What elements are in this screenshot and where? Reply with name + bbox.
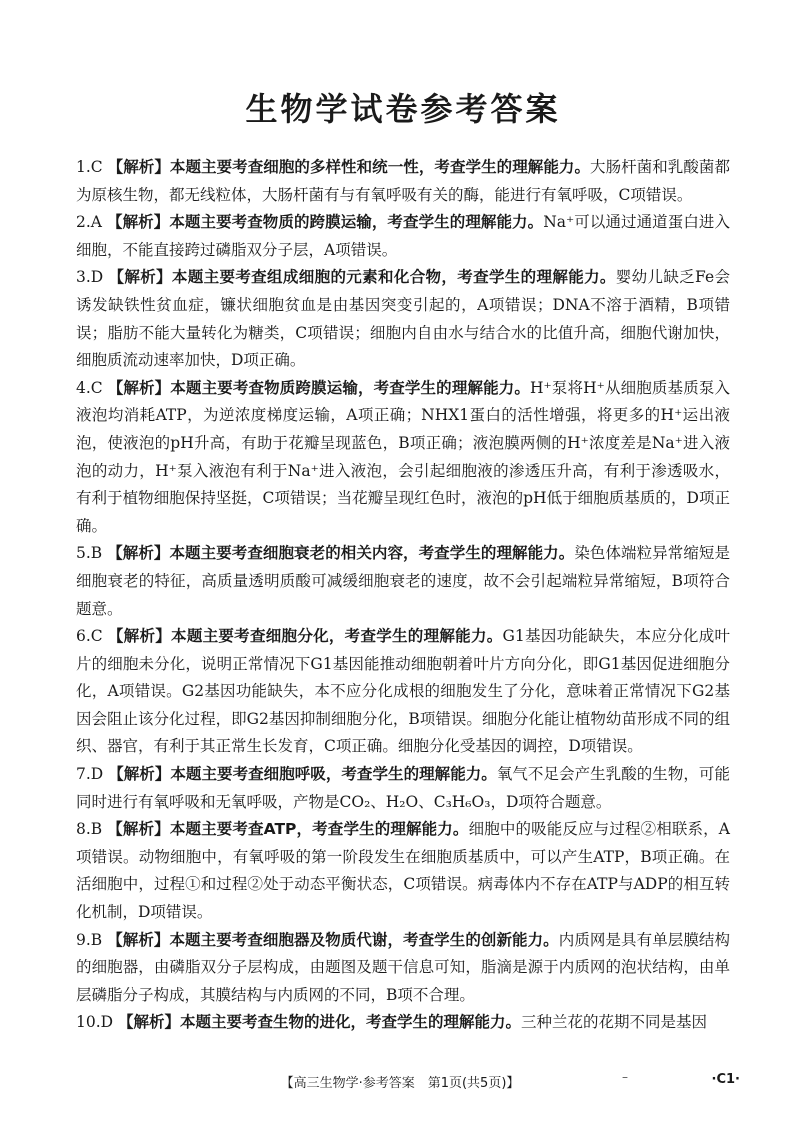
answer-item [76, 927, 730, 1010]
analysis-tag: 【解析】 [107, 544, 170, 563]
analysis-body: 氧气不足会产生乳酸的生物，可能同时进行有氧呼吸和无氧呼吸，产物是CO₂、H₂O、C₃H₆O₃，D项符合题意。 [76, 765, 730, 811]
analysis-lead: 本题主要考查组成细胞的元素和化合物，考查学生的理解能力。 [171, 268, 616, 287]
answer-item [76, 375, 730, 541]
answer-item [76, 540, 730, 623]
answer-number: 7.D [76, 765, 104, 784]
analysis-body: 细胞中的吸能反应与过程②相联系，A项错误。动物细胞中，有氧呼吸的第一阶段发生在细胞质基质中，可以产生ATP，B项正确。在活细胞中，过程①和过程②处于动态平衡状态，C项错误。病毒体内不存在ATP与ADP的相互转化机制，D项错误。 [76, 820, 730, 922]
answer-number: 4.C [76, 378, 103, 397]
page-footer [0, 1072, 800, 1096]
answer-number: 10.D [76, 1013, 114, 1032]
analysis-lead: 本题主要考查ATP，考查学生的理解能力。 [169, 820, 469, 839]
analysis-lead: 本题主要考查生物的进化，考查学生的理解能力。 [180, 1013, 522, 1032]
analysis-body: 三种兰花的花期不同是基因 [521, 1013, 708, 1032]
answer-number: 3.D [76, 268, 104, 287]
analysis-body: 染色体端粒异常缩短是细胞衰老的特征，高质量透明质酸可减缓细胞衰老的速度，故不会引起端粒异常缩短，B项符合题意。 [76, 544, 730, 618]
analysis-lead: 本题主要考查细胞的多样性和统一性，考查学生的理解能力。 [169, 158, 591, 176]
analysis-body: H⁺泵将H⁺从细胞质基质泵入液泡均消耗ATP，为逆浓度梯度运输，A项正确；NHX1蛋白的活性增强，将更多的H⁺运出液泡，使液泡的pH升高，有助于花瓣呈现蓝色，B项正确；液泡膜两侧的H⁺浓度差是Na⁺进入液泡的动力，H⁺泵入液泡有利于Na⁺进入液泡，会引起细胞液的渗透压升高，有利于渗透吸水，有利于植物细胞保持坚挺，C项错误；当花瓣呈现红色时，液泡的pH低于细胞质基质的，D项正确。 [76, 378, 730, 535]
footer-mark: – [622, 1070, 628, 1084]
footer-page-info: 【高三生物学·参考答案 第1页(共5页)】 [280, 1076, 520, 1091]
answer-item [76, 154, 730, 209]
analysis-lead: 本题主要考查细胞呼吸，考查学生的理解能力。 [170, 765, 497, 784]
analysis-body: 大肠杆菌和乳酸菌都为原核生物，都无线粒体，大肠杆菌有与有氧呼吸有关的酶，能进行有氧呼吸，C项错误。 [76, 158, 730, 204]
analysis-tag: 【解析】 [118, 1013, 181, 1032]
answer-item [76, 209, 730, 264]
answer-number: 5.B [76, 544, 103, 563]
analysis-tag: 【解析】 [107, 158, 170, 176]
page-title: 生物学试卷参考答案 [245, 90, 561, 128]
answer-number: 2.A [76, 213, 102, 232]
footer-code: ·C1· [711, 1072, 740, 1087]
answer-number: 6.C [76, 627, 103, 646]
analysis-lead: 本题主要考查细胞衰老的相关内容，考查学生的理解能力。 [169, 544, 575, 563]
analysis-tag: 【解析】 [107, 930, 170, 949]
answer-item [76, 816, 730, 926]
analysis-tag: 【解析】 [108, 268, 172, 287]
analysis-lead: 本题主要考查物质跨膜运输，考查学生的理解能力。 [170, 378, 531, 397]
analysis-lead: 本题主要考查物质的跨膜运输，考查学生的理解能力。 [169, 213, 544, 232]
analysis-lead: 本题主要考查细胞分化，考查学生的理解能力。 [171, 627, 503, 646]
answer-number: 8.B [76, 820, 103, 839]
analysis-tag: 【解析】 [107, 820, 170, 839]
answer-item [76, 1009, 730, 1037]
answer-number: 1.C [76, 158, 103, 176]
answer-number: 9.B [76, 930, 103, 949]
analysis-tag: 【解析】 [107, 627, 172, 646]
answer-item [76, 264, 730, 374]
analysis-body: Na⁺可以通过通道蛋白进入细胞，不能直接跨过磷脂双分子层，A项错误。 [76, 213, 730, 259]
analysis-tag: 【解析】 [108, 765, 171, 784]
analysis-lead: 本题主要考查细胞器及物质代谢，考查学生的创新能力。 [169, 930, 559, 949]
analysis-tag: 【解析】 [107, 378, 171, 397]
analysis-tag: 【解析】 [107, 213, 170, 232]
analysis-body: 内质网是具有单层膜结构的细胞器，由磷脂双分子层构成，由题图及题干信息可知，脂滴是源于内质网的泡状结构，由单层磷脂分子构成，其膜结构与内质网的不同，B项不合理。 [76, 930, 730, 1004]
answer-item [76, 623, 730, 761]
answer-list [76, 154, 730, 1037]
analysis-body: G1基因功能缺失，本应分化成叶片的细胞未分化，说明正常情况下G1基因能推动细胞朝着叶片方向分化，即G1基因促进细胞分化，A项错误。G2基因功能缺失，本不应分化成根的细胞发生了分化，意味着正常情况下G2基因会阻止该分化过程，即G2基因抑制细胞分化，B项错误。细胞分化能让植物幼苗形成不同的组织、器官，有利于其正常生长发育，C项正确。细胞分化受基因的调控，D项错误。 [76, 627, 730, 756]
answer-item [76, 761, 730, 816]
analysis-body: 婴幼儿缺乏Fe会诱发缺铁性贫血症，镰状细胞贫血是由基因突变引起的，A项错误；DNA不溶于酒精，B项错误；脂肪不能大量转化为糖类，C项错误；细胞内自由水与结合水的比值升高，细胞代谢加快，细胞质流动速率加快，D项正确。 [76, 268, 730, 370]
